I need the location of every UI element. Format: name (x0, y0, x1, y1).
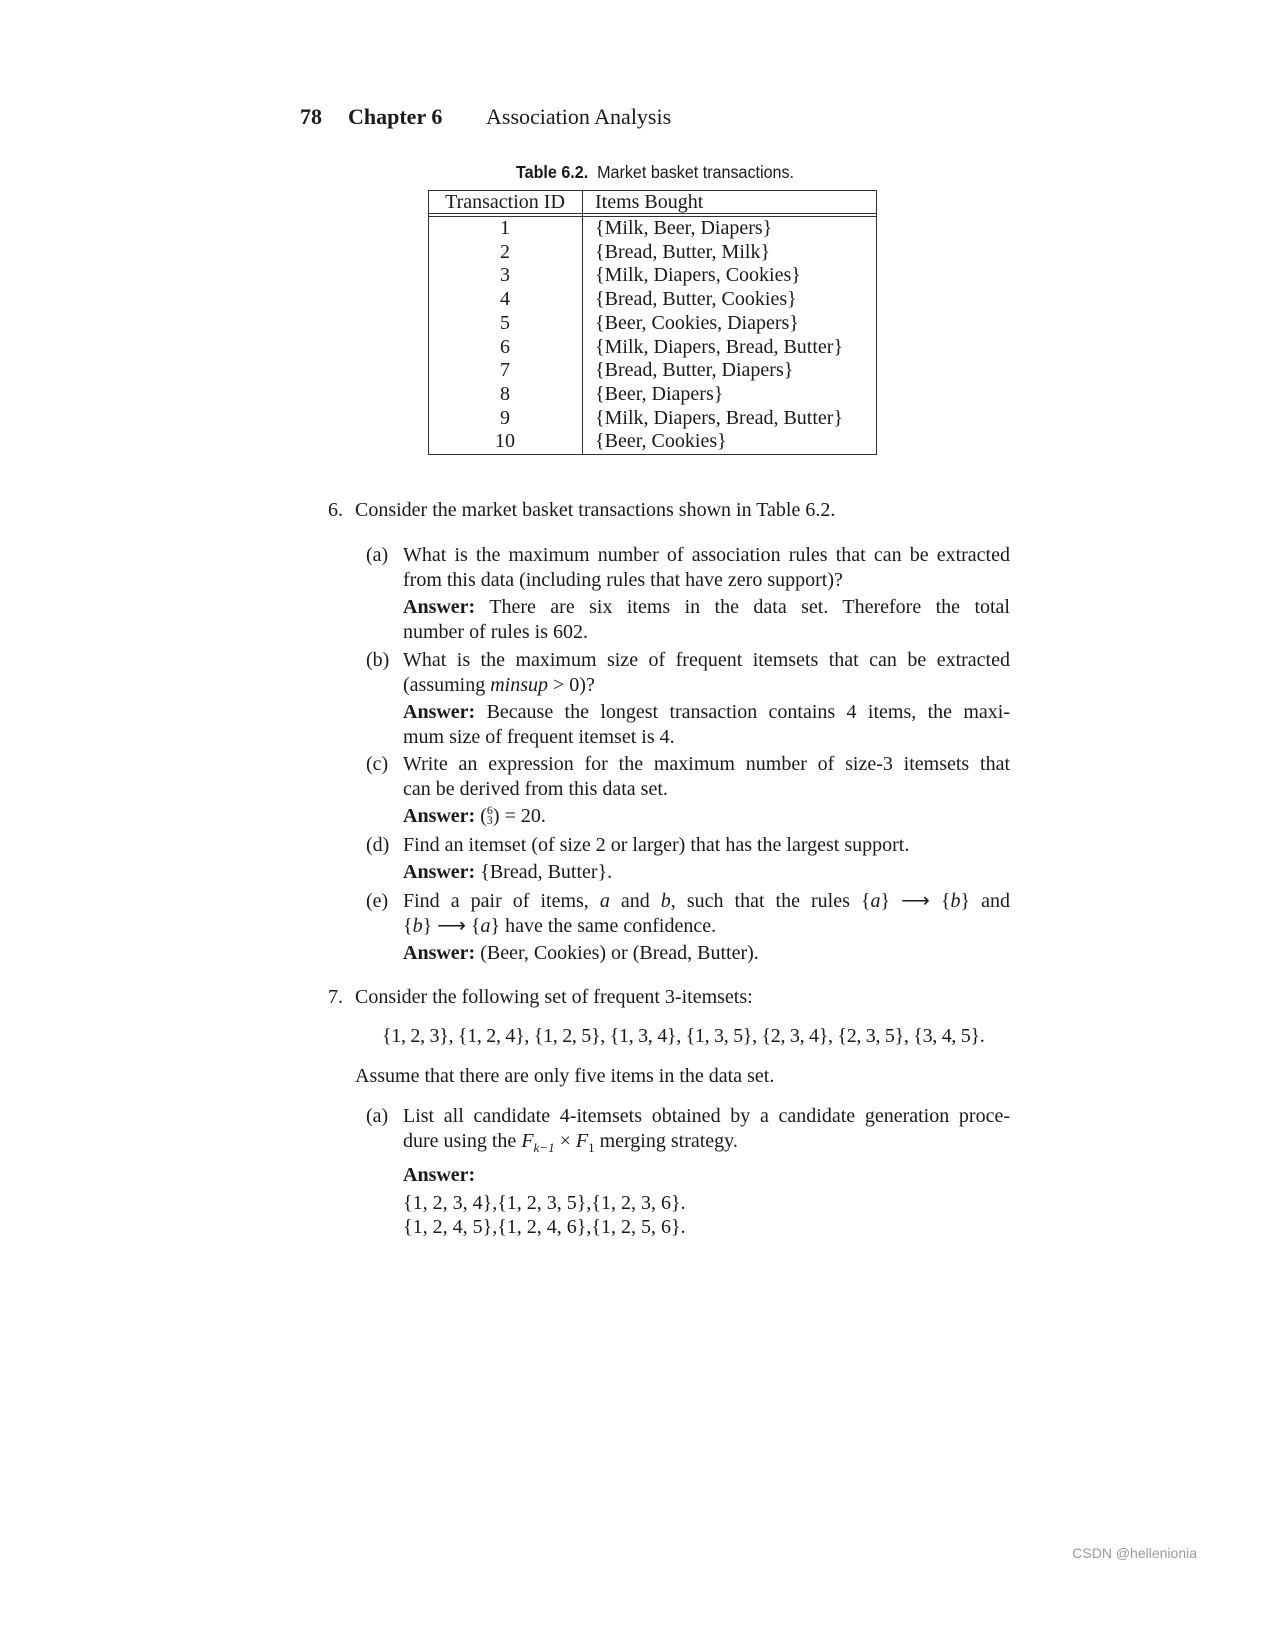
q6e-text: } have the same confidence. (490, 914, 717, 937)
binomial (486, 803, 493, 828)
q6b-question-line1: What is the maximum size of frequent itemsets that can be extracted (403, 649, 1010, 671)
q6e-answer: (Beer, Cookies) or (Bread, Butter). (480, 942, 759, 964)
answer-label: Answer: (403, 1164, 476, 1186)
column-header-items: Items Bought (595, 191, 704, 213)
transaction-id: 9 (500, 406, 510, 429)
q6c-question-line2: can be derived from this data set. (403, 777, 668, 800)
q6d-answer: {Bread, Butter}. (480, 860, 613, 883)
q7a-question-line1: List all candidate 4-itemsets obtained by a candidate generation proce- (403, 1105, 1010, 1127)
var-a: a (480, 914, 491, 937)
items-bought: {Bread, Butter, Diapers} (595, 359, 794, 382)
column-header-id: Transaction ID (445, 191, 565, 213)
q6a-question-line2: from this data (including rules that have zero support)? (403, 568, 843, 591)
var-a: a (870, 890, 881, 912)
watermark: CSDN @hellenionia (1072, 1545, 1197, 1561)
var-b: b (412, 914, 423, 937)
q6-intro: Consider the market basket transactions shown in Table 6.2. (355, 499, 836, 521)
answer-label: Answer: (403, 596, 476, 618)
chapter-title: Association Analysis (486, 104, 672, 129)
q6a-label: (a) (366, 544, 389, 566)
q7a-answer-line1: {1, 2, 3, 4},{1, 2, 3, 5},{1, 2, 3, 6}. (403, 1191, 686, 1214)
answer-label: Answer: (403, 701, 476, 723)
q6e-text: } and (960, 890, 1010, 912)
q6d-question: Find an itemset (of size 2 or larger) that has the largest support. (403, 834, 910, 856)
binom-top: 6 (486, 803, 493, 818)
items-bought: {Milk, Diapers, Cookies} (595, 264, 801, 287)
q6d (403, 833, 1010, 884)
q7a-text: merging strategy. (594, 1129, 738, 1152)
q7a-answer-line2: {1, 2, 4, 5},{1, 2, 4, 6},{1, 2, 5, 6}. (403, 1216, 686, 1238)
q6e-text: { (403, 914, 413, 937)
q7-intro: Consider the following set of frequent 3-itemsets: (355, 986, 753, 1008)
q6e-label: (e) (366, 890, 389, 912)
page-number: 78 (300, 104, 322, 129)
q6b-q2-pre: (assuming (403, 673, 491, 696)
q6e (403, 889, 1010, 966)
q6e-text: } ⟶ { (880, 890, 951, 912)
answer-label: Answer: (403, 942, 476, 964)
q7a-label: (a) (366, 1105, 389, 1127)
q7-number: 7. (328, 986, 343, 1008)
q6e-text: } ⟶ { (422, 914, 481, 937)
q6c-question-line1: Write an expression for the maximum number of size-3 itemsets that (403, 753, 1010, 775)
q7-assume: Assume that there are only five items in the data set. (355, 1065, 775, 1087)
transaction-id: 8 (500, 382, 510, 405)
var-b: b (950, 890, 961, 912)
items-bought: {Bread, Butter, Milk} (595, 240, 771, 263)
var-b: b (660, 890, 671, 912)
q6b-label: (b) (366, 649, 390, 671)
minsup-var: minsup (490, 673, 549, 696)
table-caption (52, 162, 1257, 183)
q6a-question-line1: What is the maximum number of association rules that can be extracted (403, 544, 1010, 566)
q6d-label: (d) (366, 834, 390, 856)
answer-label: Answer: (403, 860, 476, 883)
transaction-id: 3 (500, 264, 510, 287)
q7a: List all candidate 4-itemsets obtained by a candidate generation proce- dure using the $F_{k-1} \times F_1$ merging strategy. Answer: {1, 2, 3, 4},{1, 2, 3, 5},{1, 2, 3, 6}. {1, 2, 4, 5},{1, 2, 4, 6},{1, 2, 5, 6}. (403, 1105, 1010, 1238)
q7a-text: dure using the (403, 1129, 522, 1152)
f-1: $F_1$ (575, 1129, 595, 1155)
items-bought: {Milk, Diapers, Bread, Butter} (595, 406, 844, 429)
q6a-answer-line1: There are six items in the data set. Therefore the total (489, 596, 1010, 618)
q6c-answer: = 20. (499, 805, 546, 827)
items-bought: {Milk, Diapers, Bread, Butter} (595, 335, 844, 358)
chapter-label: Chapter 6 (348, 104, 443, 129)
caption-label: Table 6.2. (515, 162, 589, 182)
items-bought: {Bread, Butter, Cookies} (595, 288, 797, 311)
items-bought: {Beer, Cookies} (595, 430, 727, 453)
transaction-id: 4 (500, 288, 510, 311)
q6a (403, 543, 1010, 644)
transaction-id: 1 (500, 217, 510, 239)
q6b (403, 648, 1010, 749)
q6a-answer-line2: number of rules is 602. (403, 620, 588, 643)
transaction-id: 6 (500, 335, 510, 358)
q6e-text: and (609, 890, 661, 912)
binom-bottom: 3 (486, 813, 493, 828)
items-bought: {Beer, Diapers} (595, 382, 724, 405)
q6b-answer-line2: mum size of frequent itemset is 4. (403, 725, 675, 748)
q7-itemsets: {1, 2, 3}, {1, 2, 4}, {1, 2, 5}, {1, 3, 4}, {1, 3, 5}, {2, 3, 4}, {2, 3, 5}, {3, 4, 5}. (382, 1025, 985, 1047)
q6e-text: Find a pair of items, (403, 890, 600, 912)
var-a: a (599, 890, 610, 912)
transaction-id: 2 (500, 240, 510, 263)
q6b-answer-line1: Because the longest transaction contains 4 items, the maxi- (486, 701, 1011, 723)
transaction-id: 5 (500, 311, 510, 334)
caption-text: Market basket transactions. (597, 162, 795, 182)
column-divider (582, 190, 583, 455)
q6-number: 6. (328, 499, 343, 521)
q6c-label: (c) (366, 753, 389, 775)
transaction-id: 7 (500, 359, 510, 382)
q6e-text: , such that the rules { (670, 890, 871, 912)
items-bought: {Beer, Cookies, Diapers} (595, 311, 799, 334)
items-bought: {Milk, Beer, Diapers} (595, 217, 773, 239)
q6c: Write an expression for the maximum number of size-3 itemsets that can be derived from this data set. Answer: (6 3) = 20. (403, 753, 1010, 828)
f-k-minus-1: $F_{k-1}$ (521, 1129, 555, 1155)
transaction-id: 10 (495, 430, 515, 453)
answer-label: Answer: (403, 805, 476, 827)
q6b-q2-post: > 0)? (548, 673, 595, 696)
